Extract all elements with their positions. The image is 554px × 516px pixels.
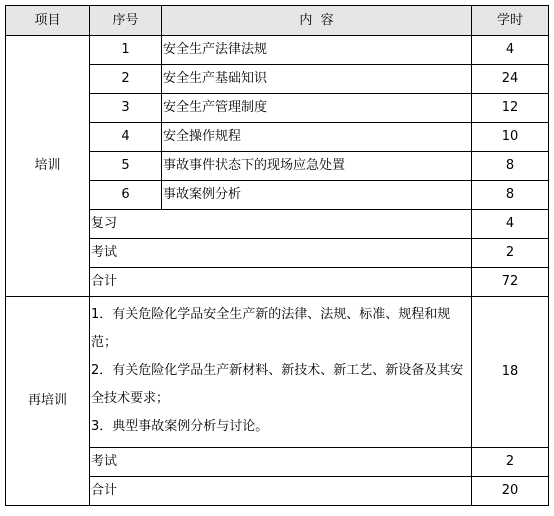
row-hours: 4: [472, 36, 549, 65]
exam-label: 考试: [90, 239, 472, 268]
retraining-content-row: [6, 297, 549, 448]
row-hours: 8: [472, 152, 549, 181]
header-number: 序号: [90, 6, 162, 36]
retraining-total-label: 合计: [90, 477, 472, 506]
row-number: 5: [90, 152, 162, 181]
review-label: 复习: [90, 210, 472, 239]
row-content: 事故案例分析: [162, 181, 472, 210]
retraining-item: 1．有关危险化学品安全生产新的法律、法规、标准、规程和规范；: [91, 307, 451, 350]
row-content: 安全操作规程: [162, 123, 472, 152]
row-number: 2: [90, 65, 162, 94]
row-content: 安全生产基础知识: [162, 65, 472, 94]
retraining-exam-hours: 2: [472, 448, 549, 477]
header-row: [6, 6, 549, 36]
total-label: 合计: [90, 268, 472, 297]
row-hours: 8: [472, 181, 549, 210]
header-category: 项目: [6, 6, 90, 36]
row-hours: 10: [472, 123, 549, 152]
exam-hours: 2: [472, 239, 549, 268]
row-number: 1: [90, 36, 162, 65]
header-content: 内 容: [162, 6, 472, 36]
category-retraining: 再培训: [6, 297, 90, 506]
review-hours: 4: [472, 210, 549, 239]
row-content: 安全生产法律法规: [162, 36, 472, 65]
row-content: 安全生产管理制度: [162, 94, 472, 123]
retraining-item: 3．典型事故案例分析与讨论。: [91, 419, 269, 434]
row-hours: 12: [472, 94, 549, 123]
row-number: 6: [90, 181, 162, 210]
row-number: 3: [90, 94, 162, 123]
table-row: [6, 36, 549, 65]
total-hours: 72: [472, 268, 549, 297]
row-number: 4: [90, 123, 162, 152]
row-hours: 24: [472, 65, 549, 94]
row-content: 事故事件状态下的现场应急处置: [162, 152, 472, 181]
retraining-item: 2．有关危险化学品生产新材料、新技术、新工艺、新设备及其安全技术要求；: [91, 363, 464, 406]
category-training: 培训: [6, 36, 90, 297]
header-hours: 学时: [472, 6, 549, 36]
training-hours-table: [5, 5, 549, 506]
retraining-hours: 18: [472, 297, 549, 448]
retraining-exam-label: 考试: [90, 448, 472, 477]
retraining-total-hours: 20: [472, 477, 549, 506]
retraining-description: [90, 297, 472, 448]
